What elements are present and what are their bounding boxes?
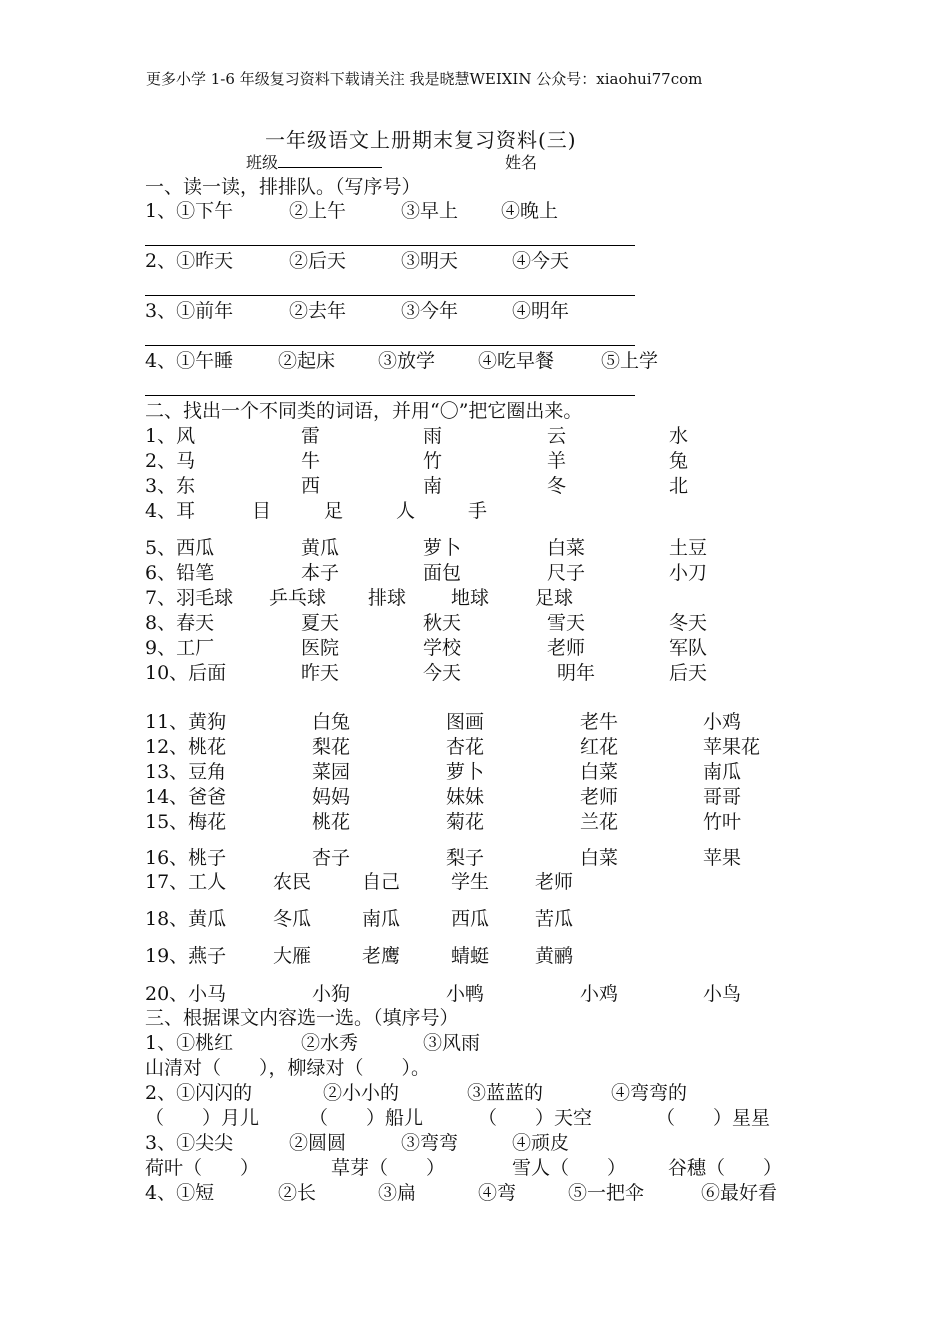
s3-fill[interactable]: 荷叶（ ） [145, 1157, 260, 1179]
s2-word: 小鸭 [446, 983, 485, 1005]
s2-word: 学校 [423, 637, 462, 659]
s2-word: 目 [252, 500, 272, 522]
s2-word: 冬天 [669, 612, 708, 634]
s2-word: 北 [669, 475, 689, 497]
s2-word: 西 [301, 475, 321, 497]
s3-fill[interactable]: （ ）星星 [656, 1107, 771, 1129]
answer-line-1[interactable] [145, 245, 635, 246]
s1-item: ②起床 [278, 350, 336, 372]
name-label: 姓名 [505, 153, 538, 172]
s2-word: 老牛 [580, 711, 619, 733]
s2-word: 萝卜 [423, 537, 462, 559]
s2-word: 萝卜 [446, 761, 485, 783]
s2-word: 6、铅笔 [145, 562, 215, 584]
s2-word: 桃花 [312, 811, 351, 833]
s2-word: 面包 [423, 562, 462, 584]
s2-word: 雷 [301, 425, 321, 447]
s2-word: 尺子 [547, 562, 586, 584]
s3-item: 1、①桃红 [145, 1032, 234, 1054]
s2-word: 9、工厂 [145, 637, 215, 659]
s1-item: 2、①昨天 [145, 250, 234, 272]
s2-word: 小鸟 [703, 983, 742, 1005]
s1-item: ⑤上学 [601, 350, 659, 372]
s2-word: 18、黄瓜 [145, 908, 227, 930]
s2-word: 医院 [301, 637, 340, 659]
s1-item: 3、①前年 [145, 300, 234, 322]
s2-word: 地球 [451, 587, 490, 609]
s2-word: 4、耳 [145, 500, 196, 522]
s2-word: 苦瓜 [535, 908, 574, 930]
s2-word: 西瓜 [451, 908, 490, 930]
s3-item: ③扁 [378, 1182, 417, 1204]
s2-word: 妹妹 [446, 786, 485, 808]
s2-word: 明年 [557, 662, 596, 684]
answer-line-2[interactable] [145, 295, 635, 296]
s3-item: ④弯弯的 [611, 1082, 688, 1104]
s2-word: 羊 [547, 450, 567, 472]
s1-item: ③今年 [401, 300, 459, 322]
s2-word: 小狗 [312, 983, 351, 1005]
s2-word: 杏子 [312, 847, 351, 869]
s1-item: ③放学 [378, 350, 436, 372]
s2-word: 14、爸爸 [145, 786, 227, 808]
s2-word: 2、马 [145, 450, 196, 472]
s2-word: 苹果花 [703, 736, 761, 758]
s3-fill[interactable]: 草芽（ ） [331, 1157, 446, 1179]
s3-item: ③弯弯 [401, 1132, 459, 1154]
s2-word: 农民 [273, 871, 312, 893]
s2-word: 兔 [669, 450, 689, 472]
s1-item: ②后天 [289, 250, 347, 272]
s2-word: 土豆 [669, 537, 708, 559]
s2-word: 菜园 [312, 761, 351, 783]
s1-item: 4、①午睡 [145, 350, 234, 372]
s2-word: 夏天 [301, 612, 340, 634]
s2-word: 竹 [423, 450, 443, 472]
s2-word: 10、后面 [145, 662, 227, 684]
s3-item: 4、①短 [145, 1182, 215, 1204]
s3-fill[interactable]: （ ）月儿 [145, 1107, 260, 1129]
s2-word: 苹果 [703, 847, 742, 869]
s2-word: 南瓜 [362, 908, 401, 930]
s2-word: 南瓜 [703, 761, 742, 783]
s2-word: 手 [468, 500, 488, 522]
s2-word: 军队 [669, 637, 708, 659]
s2-word: 红花 [580, 736, 619, 758]
s2-word: 昨天 [301, 662, 340, 684]
s2-word: 5、西瓜 [145, 537, 215, 559]
s2-word: 竹叶 [703, 811, 742, 833]
s2-word: 12、桃花 [145, 736, 227, 758]
s2-word: 妈妈 [312, 786, 351, 808]
s1-item: ④明年 [512, 300, 570, 322]
s2-word: 大雁 [273, 945, 312, 967]
s3-fill[interactable]: 谷穗（ ） [668, 1157, 783, 1179]
class-label: 班级 [246, 153, 279, 172]
s2-word: 小鸡 [703, 711, 742, 733]
s2-word: 南 [423, 475, 443, 497]
s2-word: 白菜 [547, 537, 586, 559]
s3-item: ②小小的 [323, 1082, 400, 1104]
s2-word: 16、桃子 [145, 847, 227, 869]
s3-item: ⑥最好看 [701, 1182, 778, 1204]
s2-word: 雪天 [547, 612, 586, 634]
s2-word: 兰花 [580, 811, 619, 833]
s3-item: ④顽皮 [512, 1132, 570, 1154]
s1-item: ②上午 [289, 200, 347, 222]
s3-item: ②水秀 [301, 1032, 359, 1054]
page-title: 一年级语文上册期末复习资料(三) [265, 128, 577, 152]
class-blank[interactable] [278, 153, 382, 168]
s2-word: 黄瓜 [301, 537, 340, 559]
s2-word: 学生 [451, 871, 490, 893]
answer-line-4[interactable] [145, 395, 635, 396]
s2-word: 20、小马 [145, 983, 227, 1005]
s2-word: 13、豆角 [145, 761, 227, 783]
s3-fill[interactable]: （ ）天空 [478, 1107, 593, 1129]
s1-item: ③早上 [401, 200, 459, 222]
s2-word: 足 [324, 500, 344, 522]
s1-item: ④晚上 [501, 200, 559, 222]
s2-word: 3、东 [145, 475, 196, 497]
s2-word: 白菜 [580, 761, 619, 783]
s2-word: 排球 [368, 587, 407, 609]
s2-word: 1、风 [145, 425, 196, 447]
s2-word: 梨花 [312, 736, 351, 758]
s3-item: ③蓝蓝的 [467, 1082, 544, 1104]
s3-item: ②圆圆 [289, 1132, 347, 1154]
section2-heading: 二、找出一个不同类的词语，并用“〇”把它圈出来。 [145, 400, 583, 422]
s2-word: 乒乓球 [269, 587, 327, 609]
s3-item: ③风雨 [423, 1032, 481, 1054]
s2-word: 黄鹂 [535, 945, 574, 967]
s2-word: 今天 [423, 662, 462, 684]
s1-item: ④今天 [512, 250, 570, 272]
s3-fill[interactable]: （ ）船儿 [309, 1107, 424, 1129]
s1-item: ③明天 [401, 250, 459, 272]
s2-word: 冬瓜 [273, 908, 312, 930]
s2-word: 足球 [535, 587, 574, 609]
s2-word: 水 [669, 425, 689, 447]
s2-word: 白兔 [312, 711, 351, 733]
s2-word: 老师 [547, 637, 586, 659]
s3-item: ⑤一把伞 [568, 1182, 645, 1204]
s2-word: 秋天 [423, 612, 462, 634]
s2-word: 梨子 [446, 847, 485, 869]
s1-item: 1、①下午 [145, 200, 234, 222]
section1-heading: 一、读一读，排排队。（写序号） [145, 176, 421, 198]
s2-word: 老鹰 [362, 945, 401, 967]
s3-item: ④弯 [478, 1182, 517, 1204]
s2-word: 人 [396, 500, 416, 522]
s2-word: 老师 [535, 871, 574, 893]
s2-word: 7、羽毛球 [145, 587, 234, 609]
s3-item: 3、①尖尖 [145, 1132, 234, 1154]
s2-word: 自己 [362, 871, 401, 893]
s2-word: 蜻蜓 [451, 945, 490, 967]
section3-heading: 三、根据课文内容选一选。（填序号） [145, 1007, 459, 1029]
s2-word: 19、燕子 [145, 945, 227, 967]
s2-word: 雨 [423, 425, 443, 447]
s2-word: 老师 [580, 786, 619, 808]
s2-word: 11、黄狗 [145, 711, 227, 733]
s2-word: 白菜 [580, 847, 619, 869]
header-note: 更多小学 1-6 年级复习资料下载请关注 我是晓慧WEIXIN 公众号：xiaohui77com [146, 70, 703, 88]
s2-word: 菊花 [446, 811, 485, 833]
answer-line-3[interactable] [145, 345, 635, 346]
s2-word: 17、工人 [145, 871, 227, 893]
s3-item: 2、①闪闪的 [145, 1082, 253, 1104]
s2-word: 牛 [301, 450, 321, 472]
s2-word: 冬 [547, 475, 567, 497]
s1-item: ④吃早餐 [478, 350, 555, 372]
s2-word: 后天 [669, 662, 708, 684]
s3-fill[interactable]: 山清对（ ），柳绿对（ ）。 [145, 1057, 431, 1079]
s2-word: 杏花 [446, 736, 485, 758]
s2-word: 小刀 [669, 562, 708, 584]
s2-word: 图画 [446, 711, 485, 733]
s2-word: 小鸡 [580, 983, 619, 1005]
s1-item: ②去年 [289, 300, 347, 322]
s2-word: 哥哥 [703, 786, 742, 808]
s2-word: 15、梅花 [145, 811, 227, 833]
s3-item: ②长 [278, 1182, 317, 1204]
s3-fill[interactable]: 雪人（ ） [512, 1157, 627, 1179]
s2-word: 8、春天 [145, 612, 215, 634]
class-field [246, 150, 382, 173]
s2-word: 本子 [301, 562, 340, 584]
s2-word: 云 [547, 425, 567, 447]
